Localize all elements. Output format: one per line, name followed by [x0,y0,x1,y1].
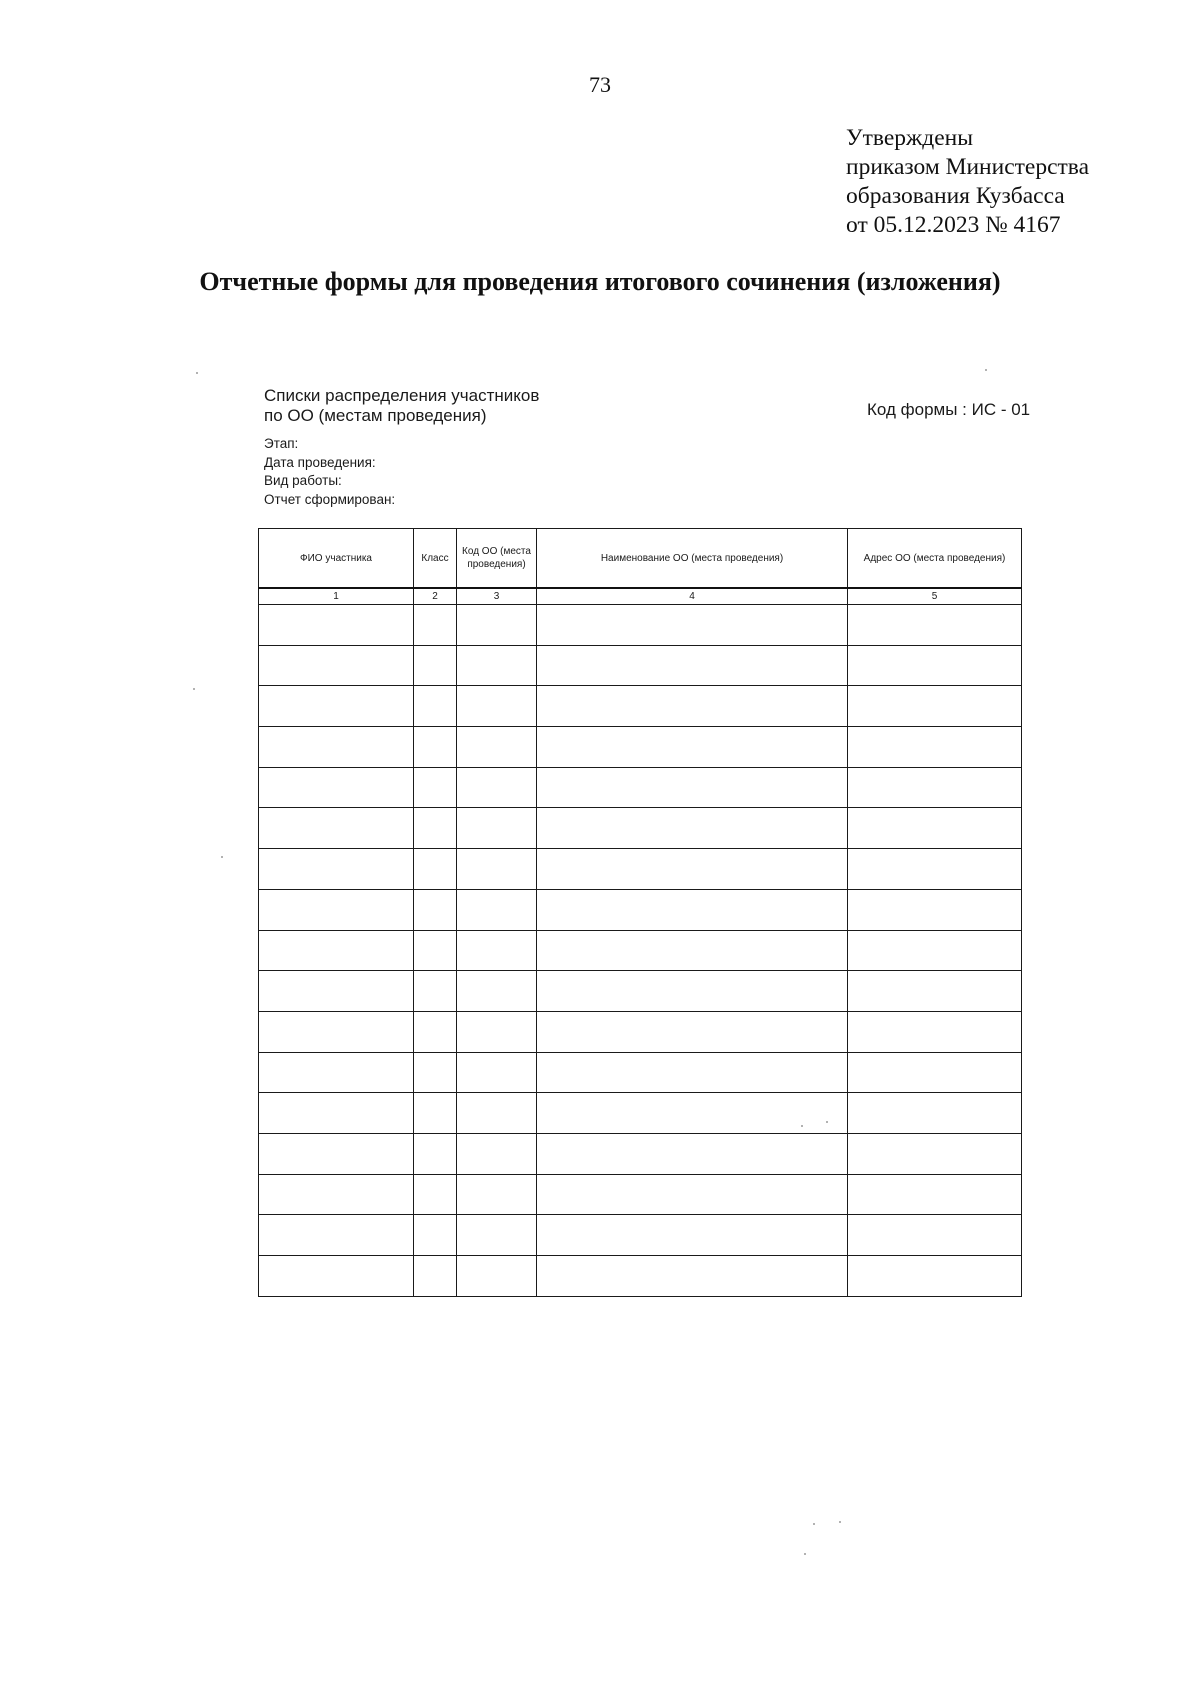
header-name: Наименование ОО (места проведения) [537,529,848,589]
cell-class [414,686,457,727]
cell-address [848,849,1022,890]
cell-fio [259,727,414,768]
table-row [259,1093,1022,1134]
cell-code [457,889,537,930]
cell-fio [259,1052,414,1093]
cell-code [457,849,537,890]
cell-code [457,1174,537,1215]
cell-fio [259,930,414,971]
cell-class [414,1093,457,1134]
cell-code [457,1256,537,1297]
cell-name [537,767,848,808]
column-number-row [259,588,1022,605]
header-class: Класс [414,529,457,589]
cell-fio [259,1133,414,1174]
column-number: 4 [537,588,848,605]
list-title [264,386,539,426]
scan-speck [813,1523,815,1525]
cell-address [848,1093,1022,1134]
cell-class [414,1133,457,1174]
table-row [259,849,1022,890]
approval-line: приказом Министерства [846,154,1090,180]
cell-fio [259,1011,414,1052]
scan-speck [985,369,987,371]
field-generated: Отчет сформирован: [264,491,396,507]
cell-name [537,727,848,768]
cell-class [414,1052,457,1093]
scan-speck [221,856,223,858]
cell-address [848,889,1022,930]
cell-fio [259,1174,414,1215]
cell-class [414,889,457,930]
cell-name [537,1215,848,1256]
approval-line: от 05.12.2023 № 4167 [846,212,1061,238]
cell-fio [259,1256,414,1297]
cell-address [848,1011,1022,1052]
cell-address [848,971,1022,1012]
cell-name [537,930,848,971]
field-date: Дата проведения: [264,454,376,470]
cell-class [414,1215,457,1256]
cell-name [537,849,848,890]
cell-class [414,971,457,1012]
table-row [259,1215,1022,1256]
cell-name [537,1133,848,1174]
cell-fio [259,808,414,849]
cell-address [848,605,1022,646]
cell-address [848,930,1022,971]
table-row [259,605,1022,646]
form-code: Код формы : ИС - 01 [867,400,1031,419]
cell-name [537,808,848,849]
column-number: 1 [259,588,414,605]
cell-address [848,645,1022,686]
list-title-line: по ОО (местам проведения) [264,406,487,425]
header-code: Код ОО (места проведения) [457,529,537,589]
scan-speck [801,1125,803,1127]
cell-class [414,1174,457,1215]
cell-code [457,767,537,808]
cell-code [457,1093,537,1134]
cell-name [537,1256,848,1297]
page-number: 73 [589,72,611,97]
cell-code [457,645,537,686]
cell-fio [259,686,414,727]
column-number: 3 [457,588,537,605]
field-work-type: Вид работы: [264,473,342,488]
table-row [259,686,1022,727]
column-number: 2 [414,588,457,605]
scan-speck [826,1121,828,1123]
participants-table [258,528,1022,1297]
cell-address [848,808,1022,849]
table-row [259,971,1022,1012]
scan-speck [193,688,195,690]
cell-code [457,930,537,971]
table-row [259,767,1022,808]
cell-class [414,1256,457,1297]
table-row [259,727,1022,768]
cell-address [848,727,1022,768]
cell-fio [259,645,414,686]
cell-class [414,645,457,686]
field-stage: Этап: [264,436,299,451]
cell-name [537,686,848,727]
column-number: 5 [848,588,1022,605]
cell-name [537,1174,848,1215]
cell-fio [259,1093,414,1134]
scan-speck [839,1521,841,1523]
cell-class [414,605,457,646]
document-title: Отчетные формы для проведения итогового сочинения (изложения) [199,267,1001,296]
meta-fields [264,435,395,509]
cell-code [457,971,537,1012]
table-row [259,1174,1022,1215]
cell-fio [259,849,414,890]
header-address: Адрес ОО (места проведения) [848,529,1022,589]
cell-code [457,727,537,768]
cell-name [537,1093,848,1134]
approval-line: образования Кузбасса [846,183,1065,209]
cell-code [457,1133,537,1174]
cell-fio [259,1215,414,1256]
scan-speck [196,372,198,374]
cell-name [537,645,848,686]
cell-fio [259,889,414,930]
cell-code [457,605,537,646]
cell-name [537,605,848,646]
cell-code [457,1052,537,1093]
cell-fio [259,971,414,1012]
cell-name [537,889,848,930]
cell-class [414,727,457,768]
cell-address [848,1215,1022,1256]
list-title-line: Списки распределения участников [264,386,540,405]
table-row [259,889,1022,930]
cell-class [414,1011,457,1052]
cell-name [537,971,848,1012]
cell-code [457,686,537,727]
cell-name [537,1052,848,1093]
table-row [259,930,1022,971]
cell-address [848,1174,1022,1215]
cell-class [414,849,457,890]
table-header-row [259,529,1022,589]
cell-address [848,767,1022,808]
table-row [259,1052,1022,1093]
table-row [259,1256,1022,1297]
approval-line: Утверждены [846,125,974,151]
table-row [259,1011,1022,1052]
cell-class [414,930,457,971]
cell-address [848,1133,1022,1174]
cell-code [457,1011,537,1052]
table-row [259,645,1022,686]
header-fio: ФИО участника [259,529,414,589]
cell-code [457,808,537,849]
cell-class [414,767,457,808]
cell-address [848,1256,1022,1297]
cell-address [848,686,1022,727]
table-row [259,808,1022,849]
cell-code [457,1215,537,1256]
cell-fio [259,767,414,808]
table-row [259,1133,1022,1174]
scan-speck [804,1553,806,1555]
cell-class [414,808,457,849]
cell-fio [259,605,414,646]
approval-block [846,124,1089,240]
cell-name [537,1011,848,1052]
cell-address [848,1052,1022,1093]
